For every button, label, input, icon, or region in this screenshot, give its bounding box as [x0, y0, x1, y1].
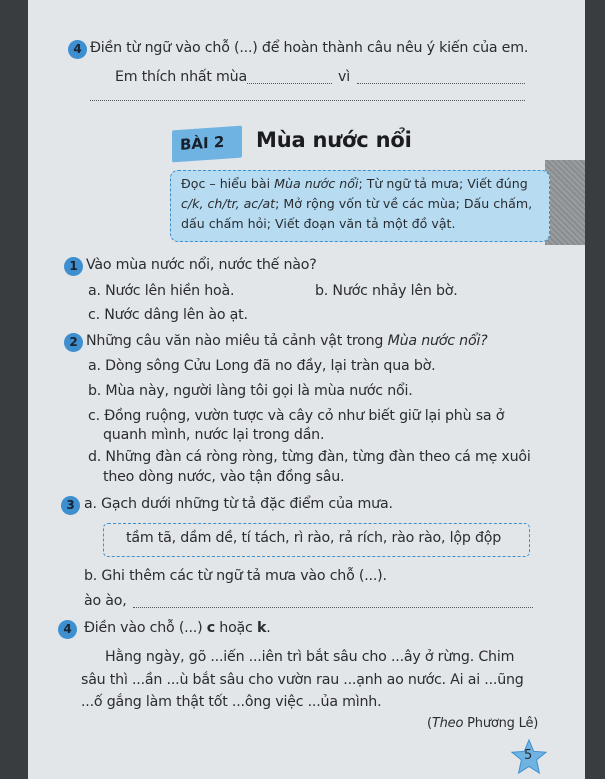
source-credit — [427, 716, 538, 731]
blank-season[interactable] — [247, 83, 332, 84]
answer-start: ào ào, — [84, 593, 127, 609]
question-1: Vào mùa nước nổi, nước thế nào? — [86, 257, 317, 273]
question-number: 2 — [64, 333, 83, 352]
lesson-title: Mùa nước nổi — [256, 128, 412, 152]
option-b: b. Mùa này, người làng tôi gọi là mùa nước nổi. — [88, 383, 413, 399]
option-a: a. Dòng sông Cửu Long đã no đầy, lại tràn qua bờ. — [88, 358, 436, 374]
source-author: Phương Lê) — [463, 716, 539, 731]
question-2-title: Mùa nước nổi? — [387, 333, 488, 349]
option-c: c. Đồng ruộng, vườn tược và cây cỏ như biết giữ lại phù sa ở — [88, 408, 505, 424]
rain-words: tầm tã, dầm dề, tí tách, rì rào, rả rích, rào rào, lộp độp — [126, 530, 502, 546]
source-paren: ( — [427, 716, 432, 731]
question-number: 4 — [58, 620, 77, 639]
exercise-number: 4 — [68, 40, 87, 59]
source-theo: Theo — [431, 716, 464, 731]
question-2 — [86, 333, 488, 349]
passage-line: Hằng ngày, gõ ...iến ...iên trì bắt sâu cho ...ây ở rừng. Chim — [105, 649, 515, 665]
page-number: 5 — [524, 748, 533, 763]
option-a: a. Nước lên hiền hoà. — [88, 283, 235, 299]
objectives-text: Đọc – hiểu bài Mùa nước nổi; Từ ngữ tả mưa; Viết đúng c/k, ch/tr, ac/at; Mở rộng vốn từ về các mùa; Dấu chấm, dấu chấm hỏi; Viết đoạn văn tả một đồ vật. — [181, 176, 533, 231]
question-number: 1 — [64, 257, 83, 276]
lesson-objectives — [170, 170, 550, 242]
lesson-badge — [172, 126, 242, 163]
option-c: c. Nước dâng lên ào ạt. — [88, 307, 248, 323]
lesson-badge-text: BÀI 2 — [180, 132, 225, 154]
blank-line[interactable] — [90, 100, 525, 101]
question-3a: a. Gạch dưới những từ tả đặc điểm của mưa. — [84, 496, 393, 512]
question-4: Điền vào chỗ (...) c hoặc k. — [84, 620, 271, 636]
option-c-cont: quanh mình, nước lại trong dần. — [103, 427, 325, 443]
question-3b: b. Ghi thêm các từ ngữ tả mưa vào chỗ (...). — [84, 568, 387, 584]
blank-reason[interactable] — [357, 83, 525, 84]
option-d-cont: theo dòng nước, vào tận đồng sâu. — [103, 469, 345, 485]
exercise-instruction: Điền từ ngữ vào chỗ (...) để hoàn thành câu nêu ý kiến của em. — [90, 40, 529, 56]
option-b: b. Nước nhảy lên bờ. — [315, 283, 458, 299]
option-d: d. Những đàn cá ròng ròng, từng đàn, từng đàn theo cá mẹ xuôi — [88, 449, 531, 465]
sentence-mid: vì — [338, 69, 350, 85]
passage-line: ...ố gắng làm thật tốt ...ông việc ...ủa mình. — [81, 694, 382, 710]
question-number: 3 — [61, 496, 80, 515]
decorative-patch — [545, 160, 585, 245]
answer-blank[interactable] — [133, 607, 533, 608]
sentence-start: Em thích nhất mùa — [115, 69, 247, 85]
passage-line: sâu thì ...ần ...ù bắt sâu cho vườn rau ...ạnh ao nước. Ai ai ...ũng — [81, 672, 524, 688]
question-2-text: Những câu văn nào miêu tả cảnh vật trong — [86, 333, 388, 349]
